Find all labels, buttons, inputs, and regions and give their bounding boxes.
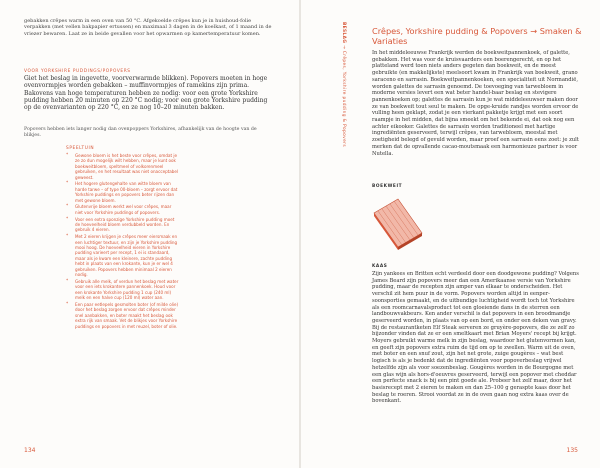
tip-item: * Gebruik alle melk, of verdun het beslag met water voor een iets krokantere pannenkoek. Houd voor een krokante Yorkshire pudding 1 cup (240 ml) melk en een halve cup (120 ml) water aan. xyxy=(66,278,179,301)
running-head-section: BESLAG xyxy=(341,22,346,44)
asterisk-icon: * xyxy=(66,181,69,187)
arrow-right-icon: → xyxy=(341,45,346,50)
sub-heading-kaas: KAAS xyxy=(372,264,388,269)
kaas-paragraph xyxy=(372,271,582,405)
asterisk-icon: * xyxy=(66,216,69,222)
tips-heading: SPEELTUIN xyxy=(66,146,95,151)
tip-item: * Glutenvrije bloem werkt wel voor crêpes, maar niet voor Yorkshire puddings of popovers. xyxy=(66,204,172,215)
page-title: Crêpes, Yorkshire pudding & Popovers → Smaken & Variaties xyxy=(372,26,582,46)
yorkshire-instructions: Giet het beslag in ingevette, voorverwarmde blikken). Popovers moeten in hoge ovenvormpjes worden gebakken – muffinvormpjes of ramekins zijn prima. Bakovens van hoge temperaturen hebben ze nodig: voor een grote Yorkshire pudding hebben 20 minuten op 220 °C nodig; voor een grote Yorkshire pudding op de ovenvarianten op 220 °C, en ze nog 10–20 minuten bakken. xyxy=(24,75,268,112)
boekweit-paragraph xyxy=(372,50,582,157)
tip-item: * Met 2 eieren krijgen je crêpes meer eiersmaak en een luchtiger textuur, en zijn je Yorkshire pudding mooi hoog. De hoeveelheid eieren in Yorkshire pudding varieert per recept, 1 ei is standaard, maar als je kwam een kleinere, zachte pudding hebt in plaats van een krokante, kun je er wel 4 gebruiken. Popovers hebben minimaal 2 eieren nodig. xyxy=(66,234,178,278)
running-head-subtitle: Crêpes, Yorkshire pudding & Popovers xyxy=(341,50,346,147)
intro-paragraph: gebakken crêpes warm in een oven van 50 °C. Afgekoelde crêpes kun je in huishoud-folie verpakken (met vellen bakpapier ertussen) en maximaal 3 dagen in de koelkast, of 1 maand in de vriezer bewaren. Laat ze in beide gevallen voor het opwarmen op kamertemperatuur komen. xyxy=(24,18,272,37)
page-number-right: 135 xyxy=(566,447,578,454)
popover-note: Popovers hebben iets langer nodig dan ovenpoppers Yorkshires, afhankelijk van de hoogte van de blikjes. xyxy=(24,127,257,138)
tip-item: * Het hogere glutengehalte van witte bloem van harde tarwe – of type 00-bloem – zorgt ervoor dat Yorkshire puddings en popovers beter rijzen dan met gewone bloem. xyxy=(66,181,178,203)
tip-item: * Een paar eetlepels gesmolten boter (of milde olie) door het beslag zorgen ervoor dat crêpes minder snel aanbakken, en boter maakt het beslag ook extra rijk van smaak. Vet de blikjes voor Yorkshire puddings en popovers in met reuzel, boter of olie. xyxy=(66,301,179,329)
section-heading-yorkshire: VOOR YORKSHIRE PUDDINGS/POPOVERS xyxy=(24,69,131,74)
tips-list xyxy=(66,153,180,330)
asterisk-icon: * xyxy=(66,153,69,158)
boekweit-text: In het middeleeuwse Frankrijk werden de boekweitpannenkoek, of galette, gebakken. Het was voor de kruisvaarders een boerengerecht, en op het platteland werd toen niets anders gegeten dan boekweit, en de meest gebruikte (en makkelijkste) meelsoort kwam in Frankrijk van boekweit, grano saraceno en sarrasin. Boekweitpannenkoeken, een specialiteit uit Normandië, worden galettes de sarrasin genoemd. De toevoeging van tarwebloem in moderne versies levert een wat beter handel-baar beslag en stevigere pannenkoeken op; galettes de sarrasin kun je wat middeleeuwser maken door ze van boekweit tout seul te maken. De opge-kruide randjes worden ervoor de vulling heen geklapt, zodat je een vierkant pakketje krijgt met een soort raampje in het midden, dat bijna smeekt om het bekende ei, dat ook nog een achter eikooker. Galettes de sarrasin worden traditioneel met hartige ingrediënten geserveerd, terwijl crêpes, van tarwebloem, meestal met zoetigheid belegd of gevuld worden, maar proef een sarrasin eens zoet: je zult merken dat de opvallende cacao-moutsmaak een harmonieuze partner is voor Nutella. xyxy=(372,50,579,157)
tip-item: * Voor een extra sponzige Yorkshire pudding moet de hoeveelheid bloem verdubbeld worden. En gebruik 4 eieren. xyxy=(66,216,175,233)
buckwheat-illustration xyxy=(372,195,424,250)
asterisk-icon: * xyxy=(66,234,69,240)
tip-item: * Gewone bloem is het beste voor crêpes, omdat je ze zo dun mogelijk wilt hebben, maar je kunt ook boekweitbloem, speltmeel of volkorenmeel gebruiken, en het resultaat was niet onacceptabel geweest. xyxy=(66,153,179,180)
asterisk-icon: * xyxy=(66,278,69,284)
kaas-text: Zijn yankees en Britten echt verdeeld door een doodgewone pudding? Volgens James Beard zijn popovers meer dan een Amerikaanse versie van Yorkshire pudding, maar de recepten zijn amper van elkaar te onderscheiden. Het verschil zit hem puur in de vorm. Popovers worden altijd in eenper-soonsporties gemaakt, en de uitbundige luchtigheid wordt toch tot Yorkshire als een roomcarnavalsproduct tot een gloeiende dans in de sterren een landbouwvakbeurs. Ken ander verschil is dat popovers in een broodmandje geserveerd worden, in plaats van op een bord, en onder een deken van gravy. Bij de restaurantketen Elf Steak serveren ze gruyère-popovers, die ze zelf zo bijzonder vinden dat ze er een smeltkaart met Brian Moyers' recept bij krijgt. Moyers gebruikt warme melk in zijn beslag, waardoor het glutenvormen kan, en geeft zijn popovers extra ruim de tijd om op te zwellen. Warm uit de oven, met boter en een snuf zout, zijn het net grote, zuige gougères – wat best logisch is als je bedenkt dat de ingrediënten voor popoverbeslag vrijwel hetzelfde zijn als voor soezenbeslag. Gougères worden in de Bourgogne met een glas wijn als hors-d'oeuvres geserveerd, terwijl een popover met cheddar een perfecte snack is bij een pint goede ale. Probeer het zelf maar, door het basisrecept met 2 eieren te maken en dan 25–100 g geraspte kaas door het beslag te roeren. Strooi voordat ze in de oven gaan nog extra kaas over de bovenkant. xyxy=(372,271,579,405)
asterisk-icon: * xyxy=(66,301,69,307)
running-head xyxy=(339,22,347,152)
page-number-left: 134 xyxy=(24,447,36,454)
sub-heading-boekweit: BOEKWEIT xyxy=(372,184,403,189)
asterisk-icon: * xyxy=(66,204,69,210)
